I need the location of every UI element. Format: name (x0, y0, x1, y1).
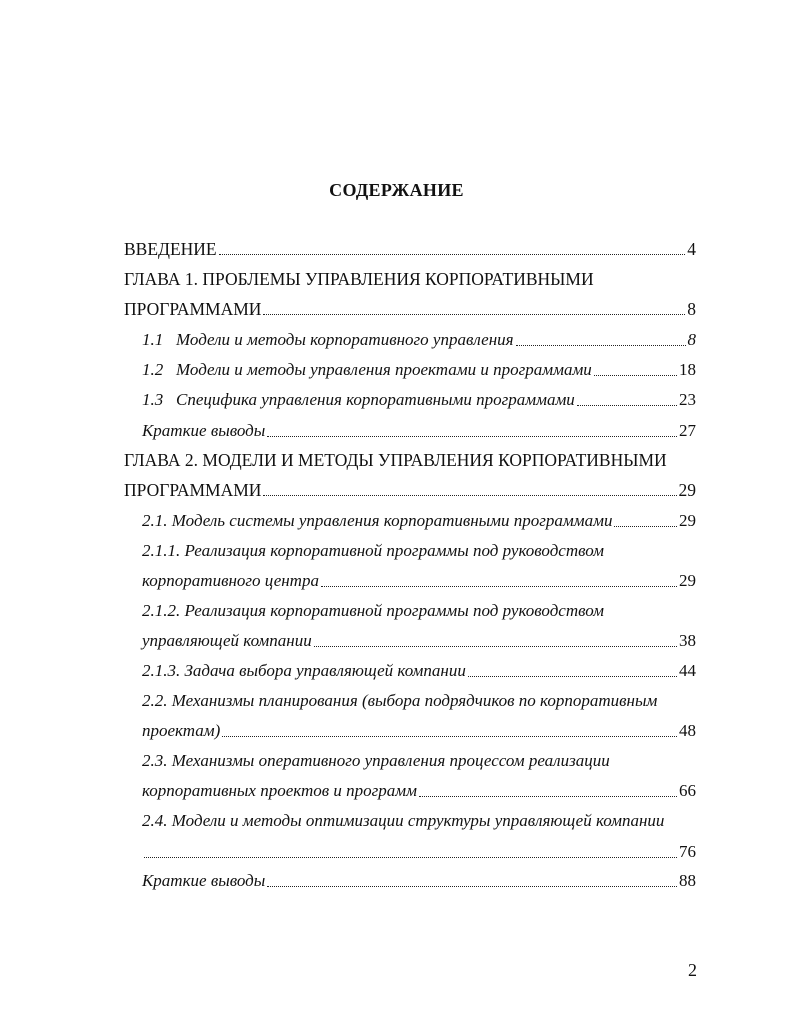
toc-entry-page: 18 (679, 360, 696, 379)
dot-leader (468, 676, 677, 677)
toc-entry-text: 2.4. Модели и методы оптимизации структуры управляющей компании (142, 811, 665, 830)
toc-entry[interactable] (142, 720, 696, 742)
toc-entry-page: 8 (687, 299, 696, 319)
toc-entry-page: 29 (678, 480, 696, 500)
toc-entry-page: 38 (679, 631, 696, 650)
toc-entry-page: 88 (679, 871, 696, 890)
dot-leader (516, 345, 686, 346)
toc-entry[interactable] (124, 449, 696, 471)
toc-entry-text: Краткие выводы (142, 421, 266, 440)
toc-entry-text: 1.3 Специфика управления корпоративными программами (142, 390, 575, 409)
toc-entry-text: проектам) (142, 721, 221, 740)
toc-entry-text: Краткие выводы (142, 871, 266, 890)
toc-entry-page: 29 (679, 571, 696, 590)
toc-entry[interactable] (142, 630, 696, 652)
toc-entry-text: 2.2. Механизмы планирования (выбора подрядчиков по корпоративным (142, 691, 658, 710)
toc-entry[interactable] (142, 870, 696, 892)
dot-leader (263, 495, 676, 496)
toc-entry-page: 76 (679, 842, 696, 861)
toc-entry[interactable] (124, 238, 696, 260)
toc-entry-page: 66 (679, 781, 696, 800)
dot-leader (144, 857, 677, 858)
toc-entry[interactable] (142, 810, 702, 832)
dot-leader (314, 646, 677, 647)
toc-entry[interactable] (124, 479, 696, 501)
dot-leader (267, 886, 677, 887)
dot-leader (419, 796, 677, 797)
toc-entry[interactable] (142, 420, 696, 442)
dot-leader (219, 254, 686, 255)
toc-entry-text: 2.1.1. Реализация корпоративной программы под руководством (142, 541, 604, 560)
toc-entry-text: управляющей компании (142, 631, 312, 650)
toc-entry-page: 4 (687, 239, 696, 259)
toc-entry-text: 1.1 Модели и методы корпоративного управления (142, 330, 514, 349)
toc-entry-text: ПРОГРАММАМИ (124, 299, 262, 319)
toc-entry-page: 27 (679, 421, 696, 440)
toc-entry[interactable] (142, 660, 696, 682)
toc-entry-page: 48 (679, 721, 696, 740)
toc-entry[interactable] (124, 268, 696, 290)
dot-leader (594, 375, 677, 376)
toc-entry-page: 23 (679, 390, 696, 409)
toc-entry-text: 2.1.3. Задача выбора управляющей компании (142, 661, 466, 680)
toc-entry-text: 2.3. Механизмы оперативного управления процессом реализации (142, 751, 610, 770)
page-title: СОДЕРЖАНИЕ (329, 180, 464, 200)
toc-entry[interactable] (142, 570, 696, 592)
toc-entry-text: ВВЕДЕНИЕ (124, 239, 217, 259)
toc-entry-text: ГЛАВА 1. ПРОБЛЕМЫ УПРАВЛЕНИЯ КОРПОРАТИВНЫМИ (124, 269, 594, 289)
toc-entry-text: 2.1. Модель системы управления корпоративными программами (142, 511, 613, 530)
toc-entry-page: 8 (687, 330, 696, 349)
dot-leader (263, 314, 685, 315)
toc-entry-text: ПРОГРАММАМИ (124, 480, 262, 500)
toc-entry-text: корпоративных проектов и программ (142, 781, 417, 800)
toc-entry[interactable] (142, 329, 696, 351)
dot-leader (577, 405, 677, 406)
toc-entry[interactable] (142, 841, 696, 863)
page-number: 2 (688, 960, 697, 980)
toc-entry-text: 2.1.2. Реализация корпоративной программы под руководством (142, 601, 604, 620)
toc-entry-text: корпоративного центра (142, 571, 319, 590)
dot-leader (321, 586, 677, 587)
toc-entry[interactable] (142, 389, 696, 411)
dot-leader (614, 526, 677, 527)
toc-entry-text: ГЛАВА 2. МОДЕЛИ И МЕТОДЫ УПРАВЛЕНИЯ КОРПОРАТИВНЫМИ (124, 450, 667, 470)
toc-entry-text: 1.2 Модели и методы управления проектами и программами (142, 360, 592, 379)
toc-entry-page: 44 (679, 661, 696, 680)
toc-entry[interactable] (142, 780, 696, 802)
toc-entry[interactable] (124, 298, 696, 320)
toc-entry[interactable] (142, 510, 696, 532)
toc-entry[interactable] (142, 359, 696, 381)
toc-entry[interactable] (142, 690, 696, 712)
dot-leader (222, 736, 677, 737)
toc-entry[interactable] (142, 600, 696, 622)
dot-leader (267, 436, 677, 437)
toc-entry[interactable] (142, 540, 696, 562)
toc-entry[interactable] (142, 750, 696, 772)
toc-entry-page: 29 (679, 511, 696, 530)
